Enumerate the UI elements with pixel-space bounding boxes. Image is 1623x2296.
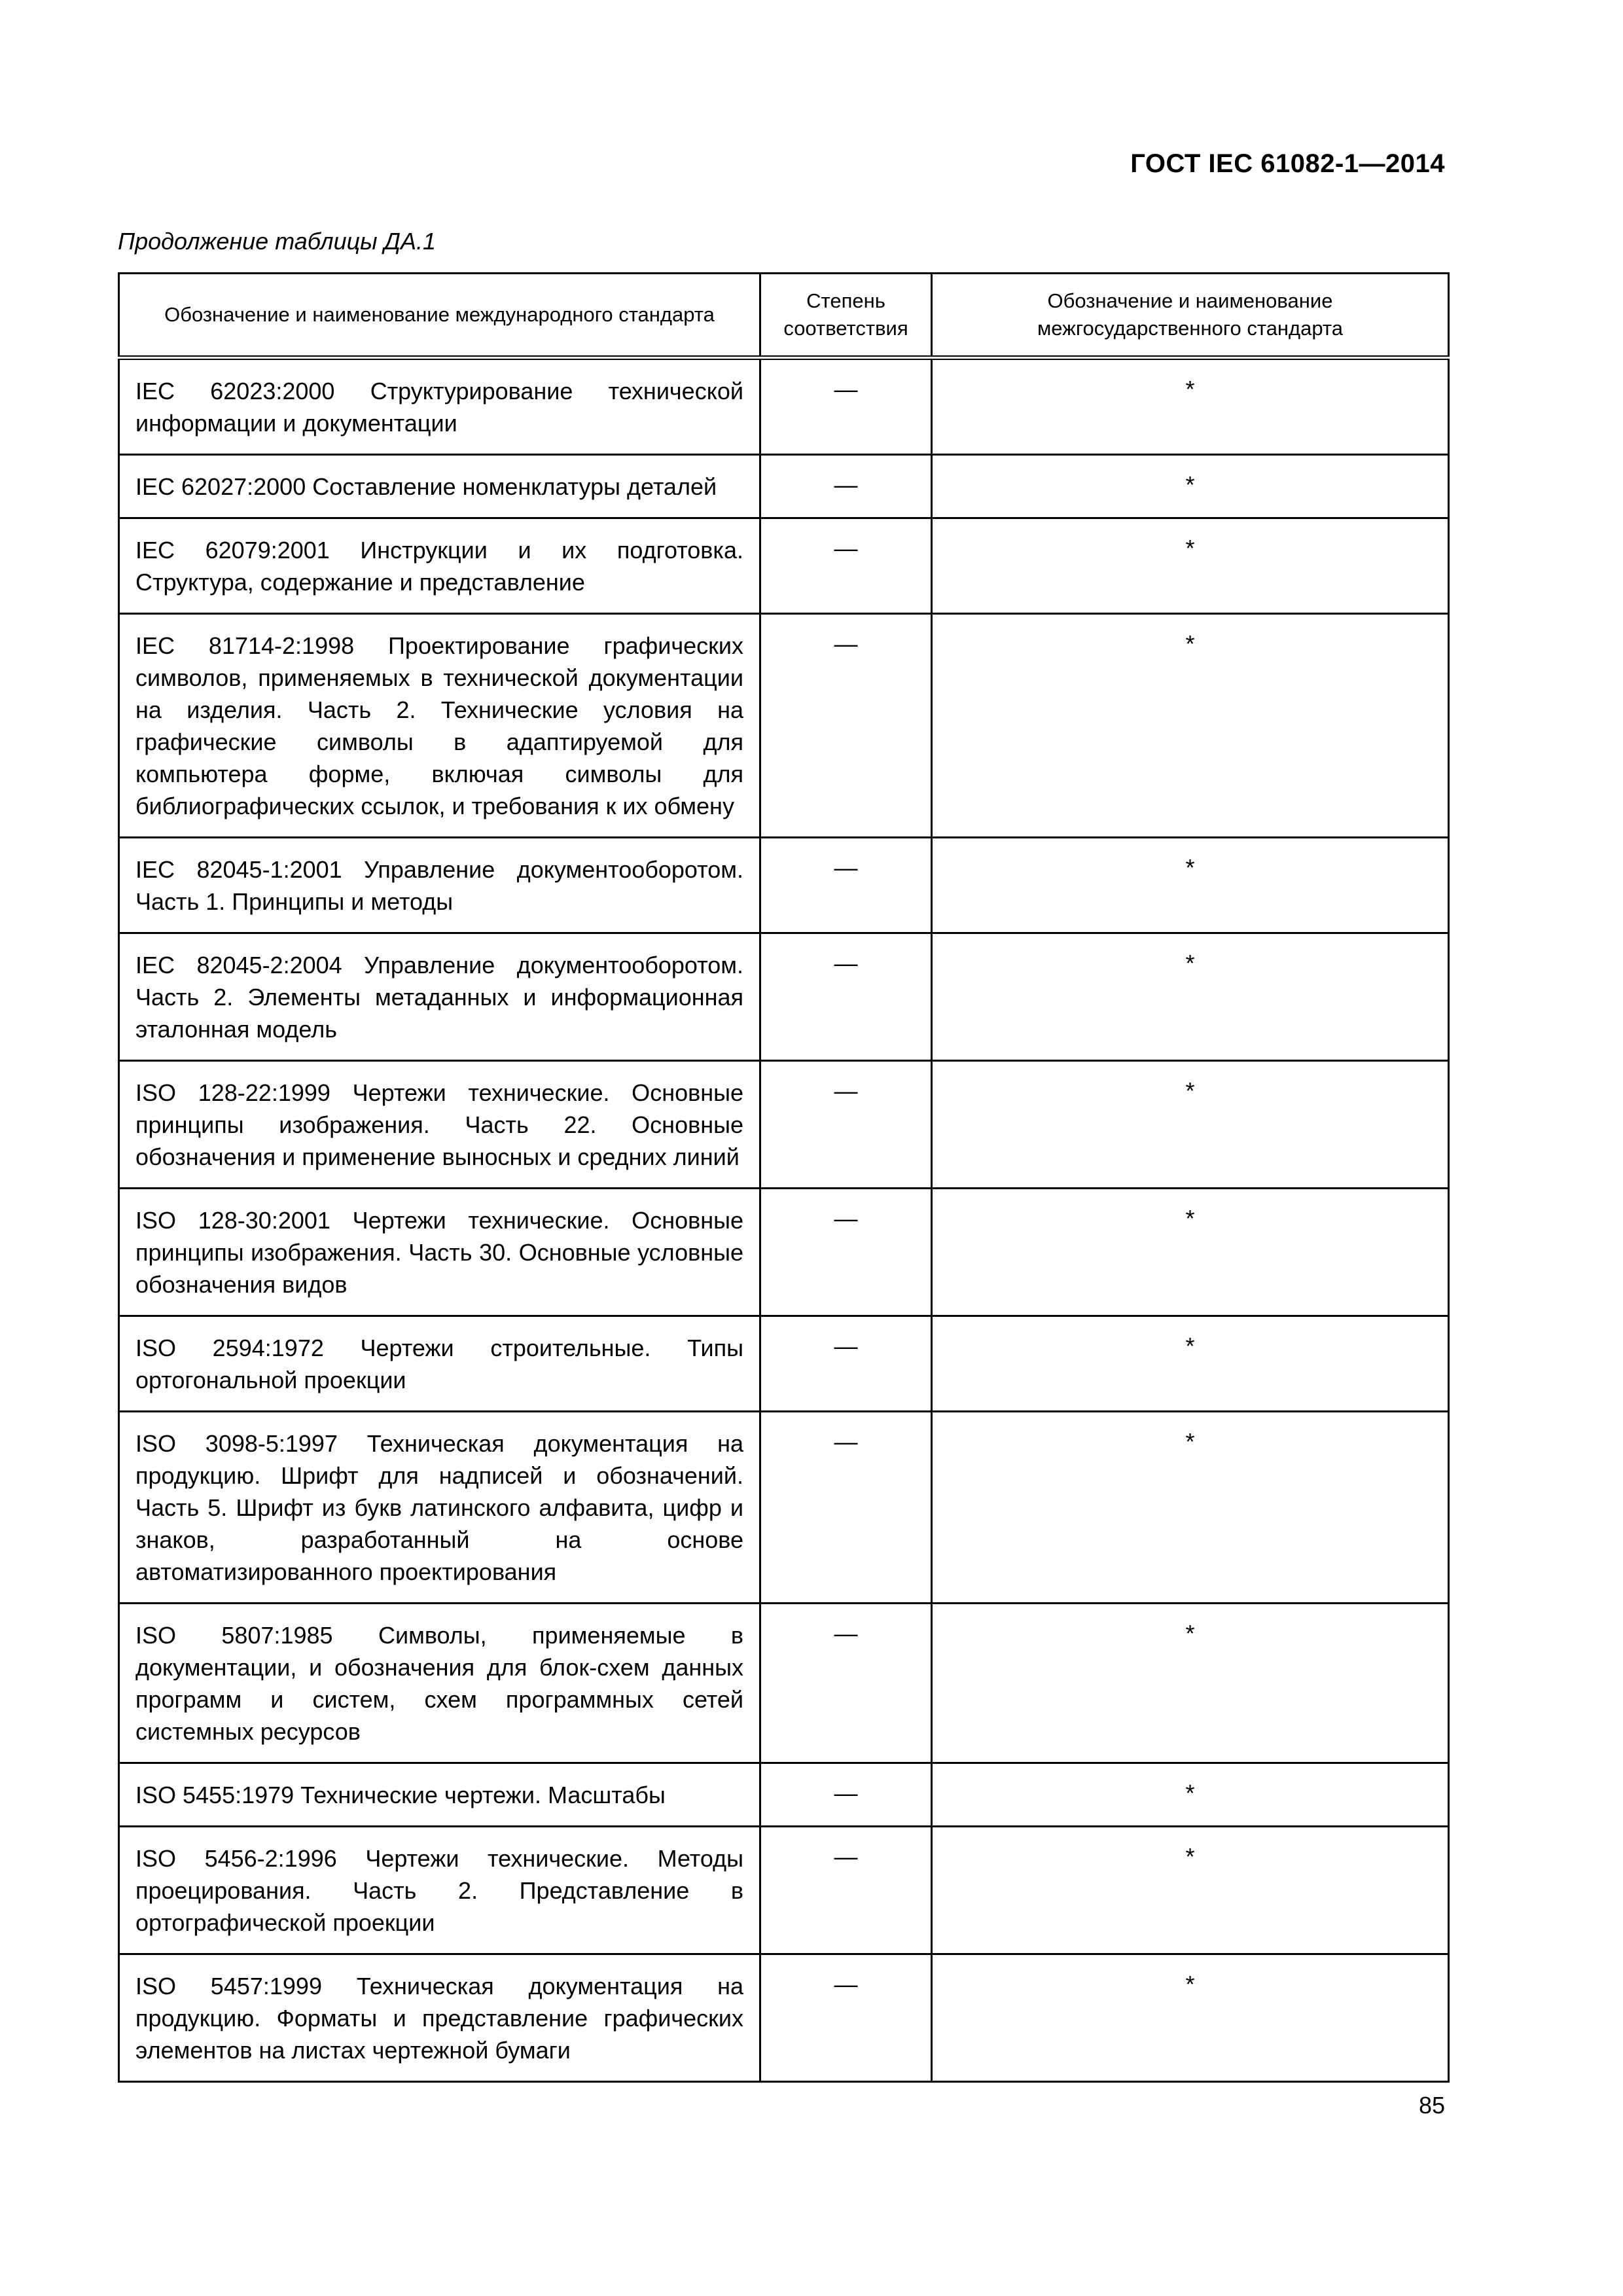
document-code: ГОСТ IEC 61082-1—2014	[1130, 149, 1445, 178]
degree-cell: —	[760, 838, 932, 933]
degree-cell: —	[760, 358, 932, 455]
interstate-standard-cell: *	[932, 1604, 1449, 1763]
degree-cell: —	[760, 1189, 932, 1316]
standard-cell: IEC 62027:2000 Составление номенклатуры деталей	[119, 455, 760, 518]
degree-cell: —	[760, 1061, 932, 1189]
interstate-standard-cell: *	[932, 1061, 1449, 1189]
standard-cell: IEC 81714-2:1998 Проектирование графических символов, применяемых в технической документации на изделия. Часть 2. Технические условия на графические символы в адаптируемой для компьютера форме, включая символы для библиографических ссылок, и требования к их обмену	[119, 614, 760, 838]
table-row	[119, 838, 1449, 933]
degree-cell: —	[760, 1316, 932, 1412]
degree-cell: —	[760, 1763, 932, 1827]
standards-table	[118, 272, 1450, 2083]
interstate-standard-cell: *	[932, 1827, 1449, 1954]
interstate-standard-cell: *	[932, 614, 1449, 838]
table-row	[119, 1763, 1449, 1827]
standard-cell: IEC 62079:2001 Инструкции и их подготовка. Структура, содержание и представление	[119, 518, 760, 614]
table-row	[119, 1189, 1449, 1316]
column-header-degree-of-conformity: Степень соответствия	[760, 274, 932, 358]
standard-cell: ISO 3098-5:1997 Техническая документация на продукцию. Шрифт для надписей и обозначений. Часть 5. Шрифт из букв латинского алфавита, цифр и знаков, разработанный на основе автоматизированного проектирования	[119, 1412, 760, 1604]
degree-cell: —	[760, 1412, 932, 1604]
table-row	[119, 1954, 1449, 2082]
degree-cell: —	[760, 455, 932, 518]
table-header-row	[119, 274, 1449, 358]
standard-cell: IEC 62023:2000 Структурирование технической информации и документации	[119, 358, 760, 455]
degree-cell: —	[760, 933, 932, 1061]
interstate-standard-cell: *	[932, 518, 1449, 614]
table-row	[119, 358, 1449, 455]
standard-cell: ISO 5456-2:1996 Чертежи технические. Методы проецирования. Часть 2. Представление в ортографической проекции	[119, 1827, 760, 1954]
table-row	[119, 518, 1449, 614]
interstate-standard-cell: *	[932, 1954, 1449, 2082]
interstate-standard-cell: *	[932, 358, 1449, 455]
degree-cell: —	[760, 518, 932, 614]
table-row	[119, 1604, 1449, 1763]
degree-cell: —	[760, 1954, 932, 2082]
degree-cell: —	[760, 1604, 932, 1763]
table-row	[119, 1316, 1449, 1412]
table-row	[119, 933, 1449, 1061]
interstate-standard-cell: *	[932, 1316, 1449, 1412]
interstate-standard-cell: *	[932, 1189, 1449, 1316]
interstate-standard-cell: *	[932, 1412, 1449, 1604]
table-row	[119, 1412, 1449, 1604]
standard-cell: ISO 5457:1999 Техническая документация на продукцию. Форматы и представление графических элементов на листах чертежной бумаги	[119, 1954, 760, 2082]
standard-cell: ISO 128-30:2001 Чертежи технические. Основные принципы изображения. Часть 30. Основные условные обозначения видов	[119, 1189, 760, 1316]
degree-cell: —	[760, 1827, 932, 1954]
column-header-international-standard: Обозначение и наименование международного стандарта	[119, 274, 760, 358]
standard-cell: ISO 5807:1985 Символы, применяемые в документации, и обозначения для блок-схем данных программ и систем, схем программных сетей системных ресурсов	[119, 1604, 760, 1763]
table-caption: Продолжение таблицы ДА.1	[118, 228, 437, 255]
standard-cell: ISO 2594:1972 Чертежи строительные. Типы ортогональной проекции	[119, 1316, 760, 1412]
interstate-standard-cell: *	[932, 455, 1449, 518]
standard-cell: IEC 82045-2:2004 Управление документооборотом. Часть 2. Элементы метаданных и информационная эталонная модель	[119, 933, 760, 1061]
interstate-standard-cell: *	[932, 838, 1449, 933]
table-row	[119, 1827, 1449, 1954]
column-header-interstate-standard: Обозначение и наименование межгосударственного стандарта	[932, 274, 1449, 358]
table-row	[119, 455, 1449, 518]
page-number: 85	[1418, 2092, 1445, 2119]
table-row	[119, 614, 1449, 838]
table-body	[119, 358, 1449, 2082]
standard-cell: IEC 82045-1:2001 Управление документооборотом. Часть 1. Принципы и методы	[119, 838, 760, 933]
standard-cell: ISO 128-22:1999 Чертежи технические. Основные принципы изображения. Часть 22. Основные обозначения и применение выносных и средних линий	[119, 1061, 760, 1189]
standard-cell: ISO 5455:1979 Технические чертежи. Масштабы	[119, 1763, 760, 1827]
degree-cell: —	[760, 614, 932, 838]
interstate-standard-cell: *	[932, 933, 1449, 1061]
interstate-standard-cell: *	[932, 1763, 1449, 1827]
table-row	[119, 1061, 1449, 1189]
